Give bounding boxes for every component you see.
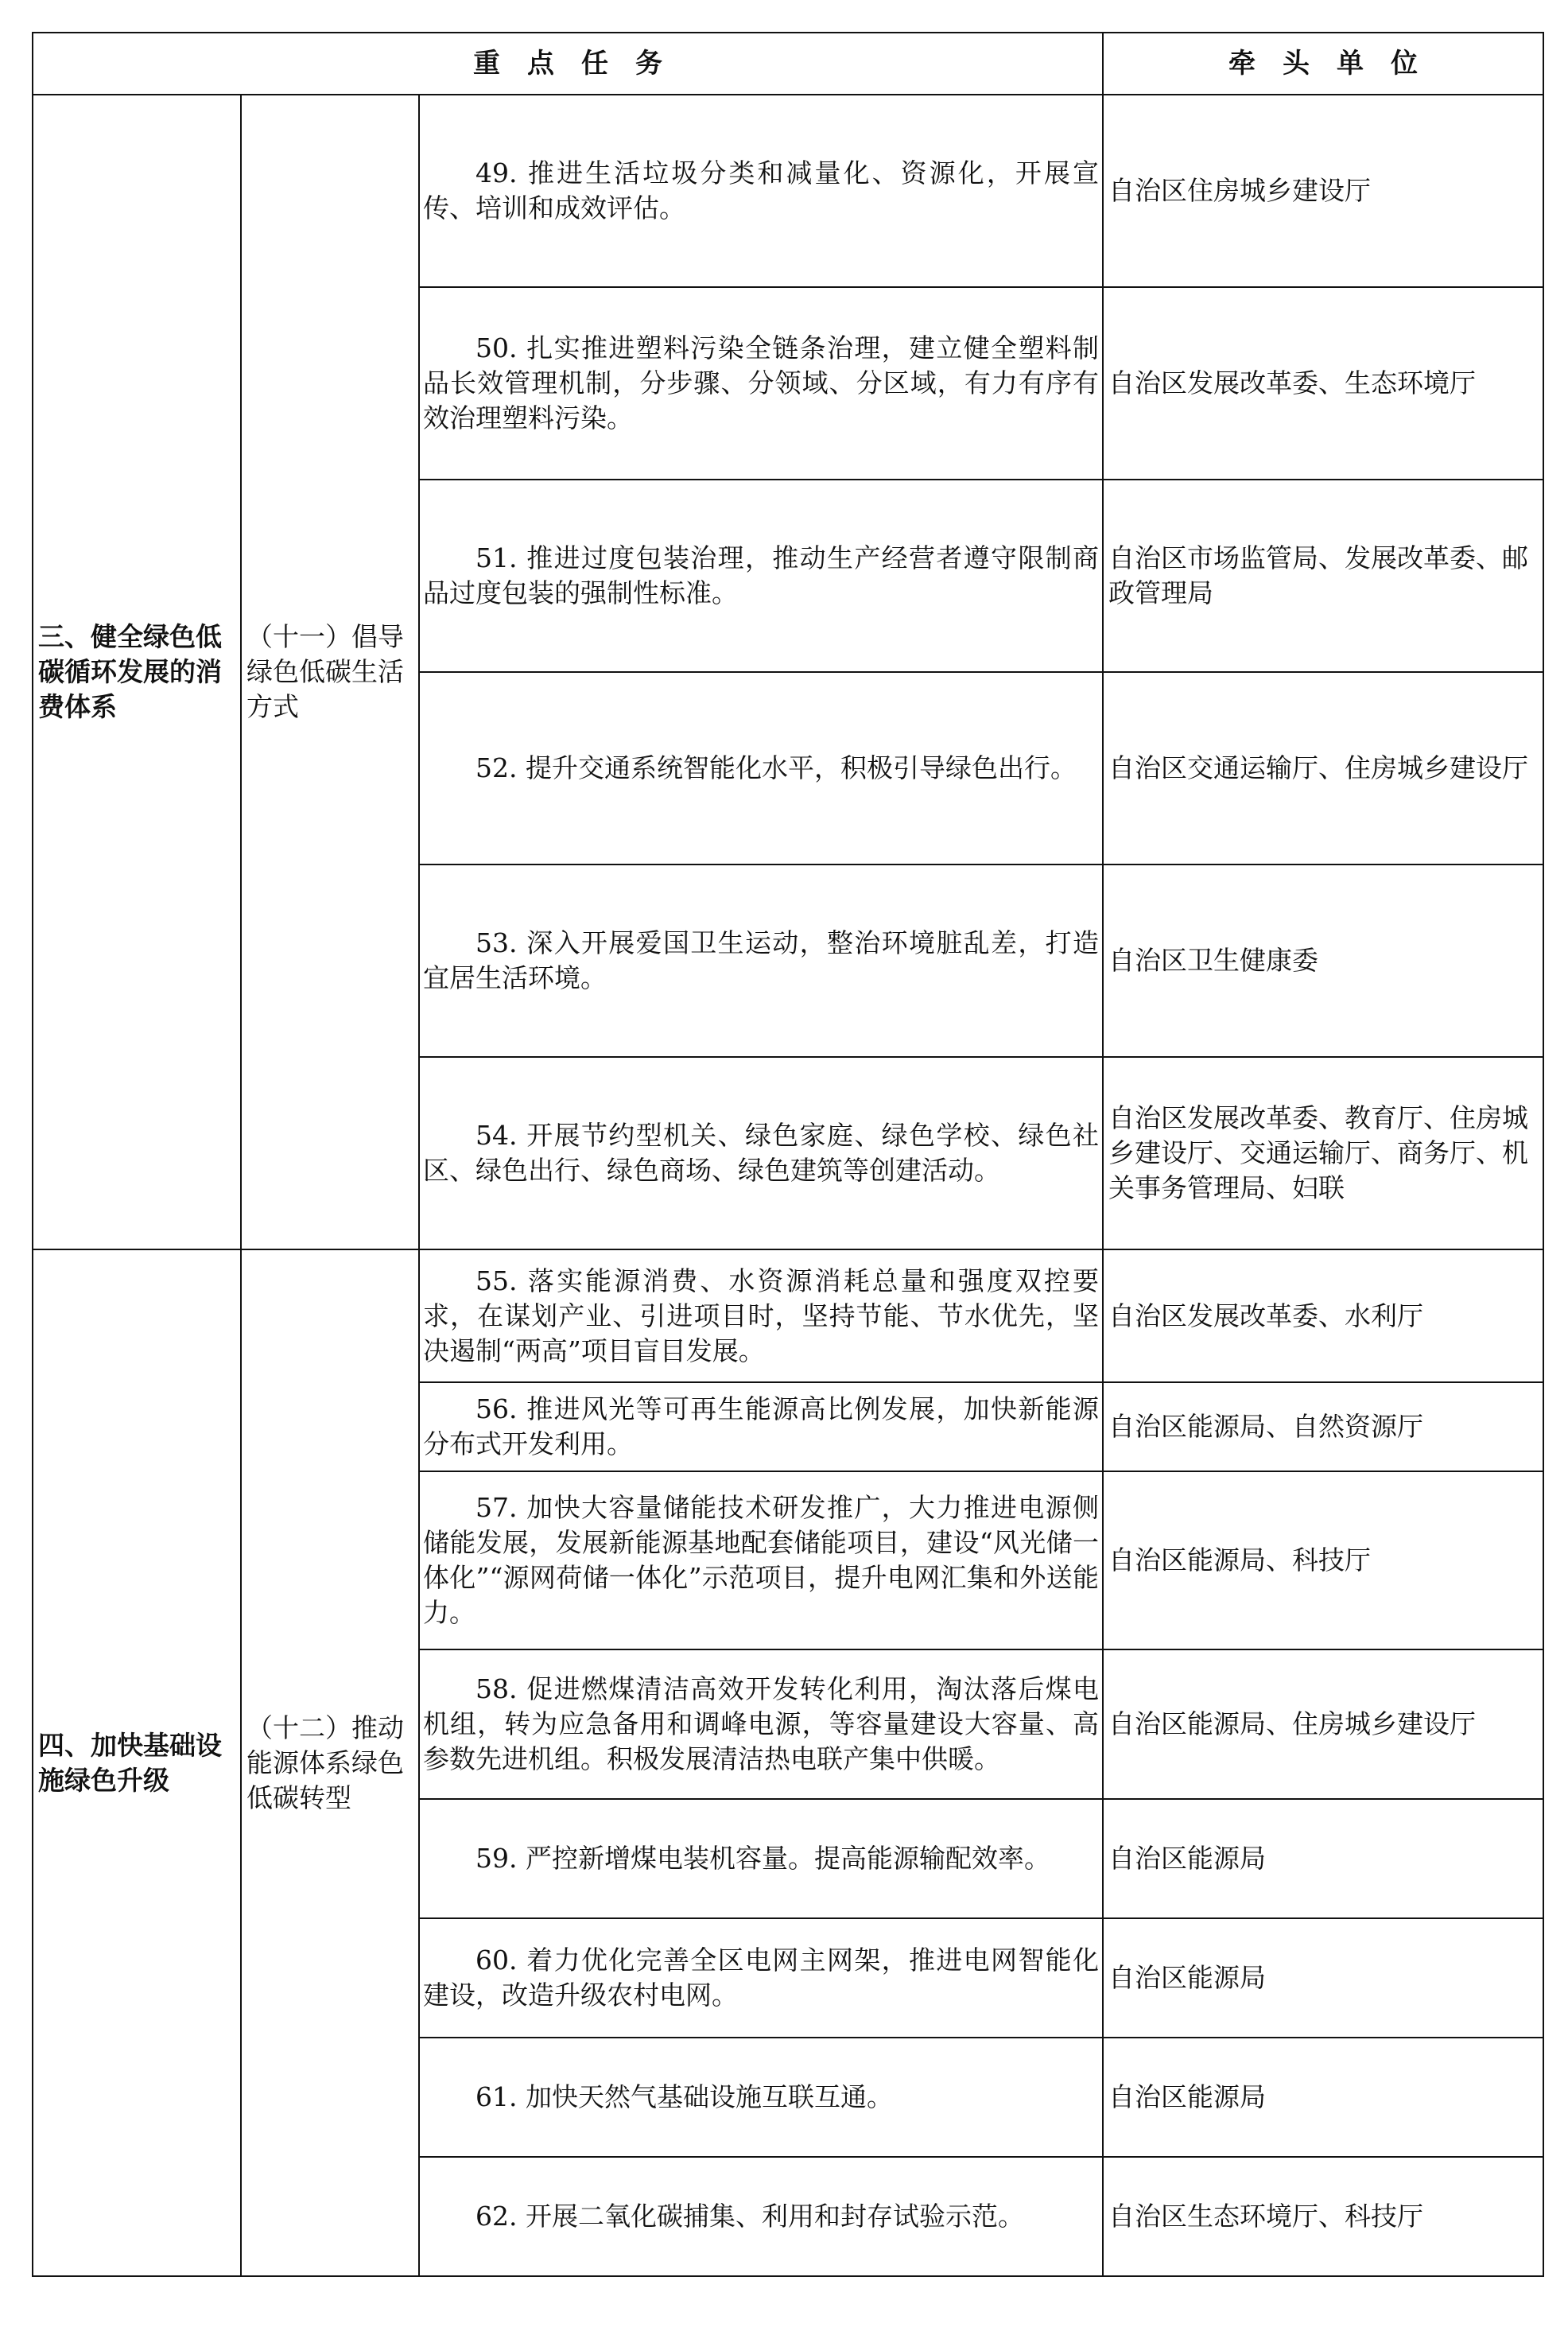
task-text: 62. 开展二氧化碳捕集、利用和封存试验示范。: [475, 2201, 1024, 2232]
table-row: [33, 1249, 1543, 1382]
task-cell: [419, 1249, 1103, 1382]
task-text: 58. 促进燃煤清洁高效开发转化利用，淘汰落后煤电机组，转为应急备用和调峰电源，等容量建设大容量、高参数先进机组。积极发展清洁热电联产集中供暖。: [423, 1673, 1099, 1774]
task-cell: [419, 1057, 1103, 1249]
task-text: 55. 落实能源消费、水资源消耗总量和强度双控要求，在谋划产业、引进项目时，坚持节能、节水优先，坚决遏制“两高”项目盲目发展。: [423, 1265, 1099, 1366]
lead-unit-cell: 自治区发展改革委、水利厅: [1103, 1249, 1543, 1382]
lead-unit-cell: 自治区能源局、住房城乡建设厅: [1103, 1649, 1543, 1799]
task-table: [32, 32, 1544, 2277]
task-cell: [419, 1471, 1103, 1649]
subcategory-cell: （十二）推动能源体系绿色低碳转型: [241, 1249, 419, 2276]
category-cell: 三、健全绿色低碳循环发展的消费体系: [33, 95, 241, 1249]
lead-unit-cell: 自治区发展改革委、生态环境厅: [1103, 287, 1543, 480]
task-cell: [419, 287, 1103, 480]
lead-unit-cell: 自治区能源局: [1103, 1799, 1543, 1918]
task-text: 51. 推进过度包装治理，推动生产经营者遵守限制商品过度包装的强制性标准。: [423, 542, 1099, 608]
lead-unit-cell: 自治区能源局、科技厅: [1103, 1471, 1543, 1649]
lead-unit-cell: 自治区生态环境厅、科技厅: [1103, 2157, 1543, 2276]
task-text: 61. 加快天然气基础设施互联互通。: [475, 2081, 893, 2112]
task-text: 54. 开展节约型机关、绿色家庭、绿色学校、绿色社区、绿色出行、绿色商场、绿色建筑等创建活动。: [423, 1120, 1099, 1186]
lead-unit-cell: 自治区发展改革委、教育厅、住房城乡建设厅、交通运输厅、商务厅、机关事务管理局、妇联: [1103, 1057, 1543, 1249]
task-cell: [419, 864, 1103, 1057]
task-text: 49. 推进生活垃圾分类和减量化、资源化，开展宣传、培训和成效评估。: [423, 157, 1099, 223]
category-cell: 四、加快基础设施绿色升级: [33, 1249, 241, 2276]
task-cell: [419, 2157, 1103, 2276]
task-cell: [419, 1799, 1103, 1918]
task-cell: [419, 1918, 1103, 2038]
task-text: 53. 深入开展爱国卫生运动，整治环境脏乱差，打造宜居生活环境。: [423, 927, 1099, 993]
lead-unit-cell: 自治区住房城乡建设厅: [1103, 95, 1543, 287]
task-text: 56. 推进风光等可再生能源高比例发展，加快新能源分布式开发利用。: [423, 1393, 1099, 1459]
lead-unit-cell: 自治区能源局: [1103, 1918, 1543, 2038]
table-row: [33, 95, 1543, 287]
task-text: 60. 着力优化完善全区电网主网架，推进电网智能化建设，改造升级农村电网。: [423, 1945, 1099, 2011]
task-cell: [419, 2038, 1103, 2157]
task-text: 59. 严控新增煤电装机容量。提高能源输配效率。: [475, 1843, 1050, 1874]
table-header-row: [33, 33, 1543, 95]
task-cell: [419, 1649, 1103, 1799]
task-cell: [419, 95, 1103, 287]
lead-unit-cell: 自治区能源局、自然资源厅: [1103, 1382, 1543, 1471]
key-tasks-header: 重 点 任 务: [33, 33, 1103, 95]
task-cell: [419, 1382, 1103, 1471]
task-text: 50. 扎实推进塑料污染全链条治理，建立健全塑料制品长效管理机制，分步骤、分领域、分区域，有力有序有效治理塑料污染。: [423, 332, 1099, 433]
task-text: 52. 提升交通系统智能化水平，积极引导绿色出行。: [475, 752, 1077, 783]
task-text: 57. 加快大容量储能技术研发推广，大力推进电源侧储能发展，发展新能源基地配套储能项目，建设“风光储一体化”“源网荷储一体化”示范项目，提升电网汇集和外送能力。: [423, 1492, 1099, 1628]
lead-unit-cell: 自治区市场监管局、发展改革委、邮政管理局: [1103, 480, 1543, 672]
subcategory-cell: （十一）倡导绿色低碳生活方式: [241, 95, 419, 1249]
lead-unit-cell: 自治区卫生健康委: [1103, 864, 1543, 1057]
lead-unit-cell: 自治区能源局: [1103, 2038, 1543, 2157]
lead-unit-header: 牵 头 单 位: [1103, 33, 1543, 95]
task-cell: [419, 672, 1103, 864]
lead-unit-cell: 自治区交通运输厅、住房城乡建设厅: [1103, 672, 1543, 864]
task-cell: [419, 480, 1103, 672]
